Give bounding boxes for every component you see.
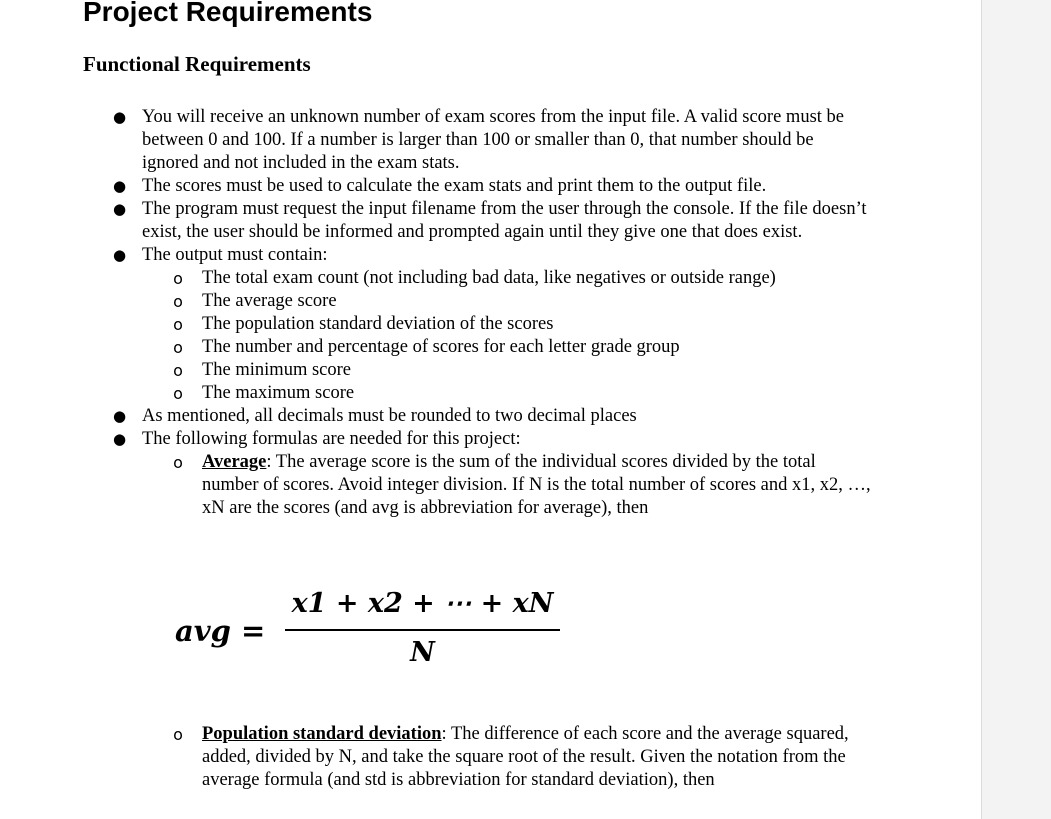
circle-bullet-icon: o (173, 361, 183, 380)
sub-list-item (0, 723, 872, 792)
right-gutter (981, 0, 1051, 819)
circle-bullet-icon: o (173, 453, 183, 472)
sub-list-item (0, 359, 872, 382)
bullet-icon: ● (113, 246, 127, 264)
requirement-text: The output must contain: (142, 245, 328, 265)
circle-bullet-icon: o (173, 725, 183, 744)
list-item (0, 405, 867, 428)
bullet-icon: ● (113, 177, 127, 195)
requirement-text: You will receive an unknown number of exam scores from the input file. A valid score must be between 0 and 100. If a number is larger than 100 or smaller than 0, that number should be ignored and not included in the exam stats. (142, 107, 844, 173)
sub-list-item (0, 313, 872, 336)
decimals-note: As mentioned, all decimals must be rounded to two decimal places (142, 406, 637, 426)
std-dev-section (0, 723, 981, 792)
average-formula (175, 580, 575, 680)
output-item-text: The population standard deviation of the scores (202, 314, 554, 334)
requirement-text: The program must request the input filename from the user through the console. If the file doesn’t exist, the user should be informed and prompted again until they give one that does exist. (142, 199, 867, 242)
section-heading: Functional Requirements (83, 52, 311, 76)
circle-bullet-icon: o (173, 292, 183, 311)
std-dev-term: Population standard deviation (202, 724, 442, 744)
page-title: Project Requirements (83, 0, 373, 27)
circle-bullet-icon: o (173, 338, 183, 357)
output-item-text: The total exam count (not including bad data, like negatives or outside range) (202, 268, 776, 288)
bullet-icon: ● (113, 407, 127, 425)
list-item (0, 198, 867, 244)
sub-list-item (0, 290, 872, 313)
sub-list-item (0, 267, 872, 290)
output-item-text: The minimum score (202, 360, 351, 380)
average-description: : The average score is the sum of the individual scores divided by the total number of scores. Avoid integer division. If N is the total number of scores and x1, x2, …, xN are the scores (and avg is abbreviation for average), then (202, 452, 871, 518)
requirement-text: The scores must be used to calculate the exam stats and print them to the output file. (142, 176, 767, 196)
formula-denominator: N (410, 637, 435, 668)
bullet-icon: ● (113, 200, 127, 218)
output-item-text: The number and percentage of scores for each letter grade group (202, 337, 680, 357)
output-item-text: The maximum score (202, 383, 355, 403)
std-dev-description: : The difference of each score and the average squared, added, divided by N, and take the square root of the result. Given the notation from the average formula (and std is abbreviation for standard deviation), then (202, 724, 849, 790)
formula-lhs: avg = (175, 614, 266, 648)
bullet-icon: ● (113, 430, 127, 448)
requirements-list (0, 106, 981, 520)
circle-bullet-icon: o (173, 384, 183, 403)
output-item-text: The average score (202, 291, 337, 311)
list-item (0, 244, 867, 267)
list-item (0, 175, 867, 198)
sub-list-item (0, 382, 872, 405)
list-item (0, 428, 867, 451)
sub-list-item (0, 336, 872, 359)
circle-bullet-icon: o (173, 269, 183, 288)
bullet-icon: ● (113, 108, 127, 126)
sub-list-item (0, 451, 872, 520)
list-item (0, 106, 867, 175)
formulas-intro: The following formulas are needed for this project: (142, 429, 521, 449)
circle-bullet-icon: o (173, 315, 183, 334)
average-term: Average (202, 452, 267, 472)
fraction-bar (285, 629, 560, 631)
formula-numerator: x1 + x2 + ⋯ + xN (291, 588, 554, 619)
